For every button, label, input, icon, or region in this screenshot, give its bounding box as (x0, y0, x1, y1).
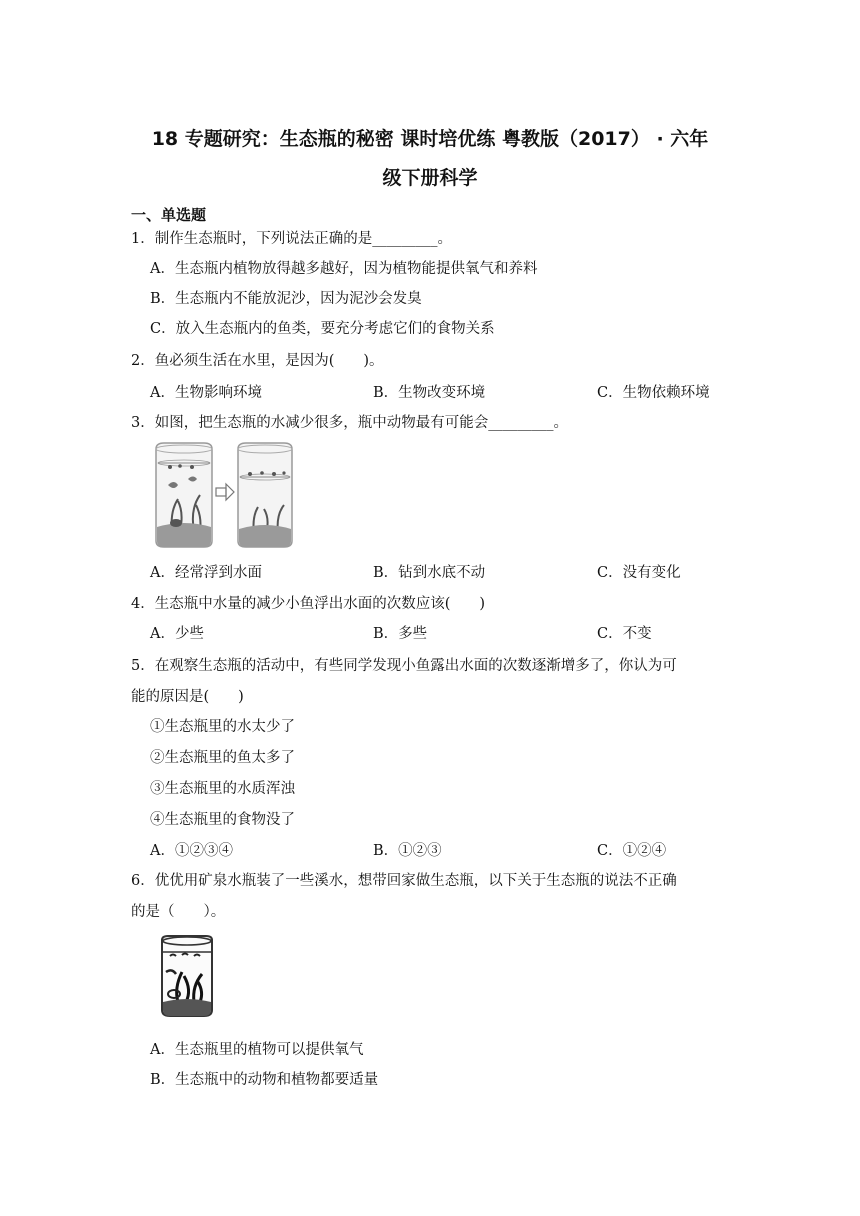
reduced-water-bottle-illustration (238, 443, 292, 547)
question-4-option-a: A．少些 (150, 626, 204, 642)
question-5-stem-line-1: 5．在观察生态瓶的活动中，有些同学发现小鱼露出水面的次数逐渐增多了，你认为可 (131, 658, 677, 674)
question-4-stem: 4．生态瓶中水量的减少小鱼浮出水面的次数应该( ) (131, 596, 486, 612)
question-6-option-b: B．生态瓶中的动物和植物都要适量 (150, 1072, 379, 1088)
question-5-item-2: ②生态瓶里的鱼太多了 (150, 750, 295, 766)
question-5-item-3: ③生态瓶里的水质浑浊 (150, 781, 295, 797)
question-2-option-c: C．生物依赖环境 (597, 385, 710, 401)
question-6-option-a: A．生态瓶里的植物可以提供氧气 (150, 1042, 364, 1058)
question-6-stem-line-1: 6．优优用矿泉水瓶装了一些溪水，想带回家做生态瓶，以下关于生态瓶的说法不正确 (131, 873, 677, 889)
question-4-option-c: C．不变 (597, 626, 652, 642)
document-title-line-2: 级下册科学 (382, 167, 478, 189)
question-1-option-b: B．生态瓶内不能放泥沙，因为泥沙会发臭 (150, 291, 422, 307)
question-3-option-c: C．没有变化 (597, 565, 681, 581)
full-water-bottle-illustration (156, 443, 212, 547)
section-heading: 一、单选题 (131, 206, 207, 224)
eco-bottle-figure (156, 934, 218, 1018)
question-5-option-a: A．①②③④ (150, 843, 233, 859)
question-5-item-4: ④生态瓶里的食物没了 (150, 812, 295, 828)
question-3-option-b: B．钻到水底不动 (373, 565, 486, 581)
question-1-option-c: C．放入生态瓶内的鱼类，要充分考虑它们的食物关系 (150, 321, 495, 337)
question-2-option-a: A．生物影响环境 (150, 385, 262, 401)
question-5-stem-line-2: 能的原因是( ) (131, 689, 244, 705)
question-1-stem: 1．制作生态瓶时，下列说法正确的是_________。 (131, 231, 452, 247)
right-arrow-icon (216, 484, 234, 500)
question-5-option-b: B．①②③ (373, 843, 442, 859)
question-5-item-1: ①生态瓶里的水太少了 (150, 719, 295, 735)
question-2-option-b: B．生物改变环境 (373, 385, 486, 401)
eco-bottle-water-reduction-figure (150, 441, 296, 551)
question-6-stem-line-2: 的是（ ）。 (131, 904, 226, 920)
question-4-option-b: B．多些 (373, 626, 428, 642)
question-3-option-a: A．经常浮到水面 (150, 565, 262, 581)
question-3-stem: 3．如图，把生态瓶的水减少很多，瓶中动物最有可能会_________。 (131, 415, 568, 431)
question-2-stem: 2．鱼必须生活在水里，是因为( )。 (131, 353, 384, 369)
question-5-option-c: C．①②④ (597, 843, 667, 859)
document-title-line-1: 18 专题研究：生态瓶的秘密 课时培优练 粤教版（2017） · 六年 (151, 128, 709, 150)
question-1-option-a: A．生态瓶内植物放得越多越好，因为植物能提供氧气和养料 (150, 261, 538, 277)
